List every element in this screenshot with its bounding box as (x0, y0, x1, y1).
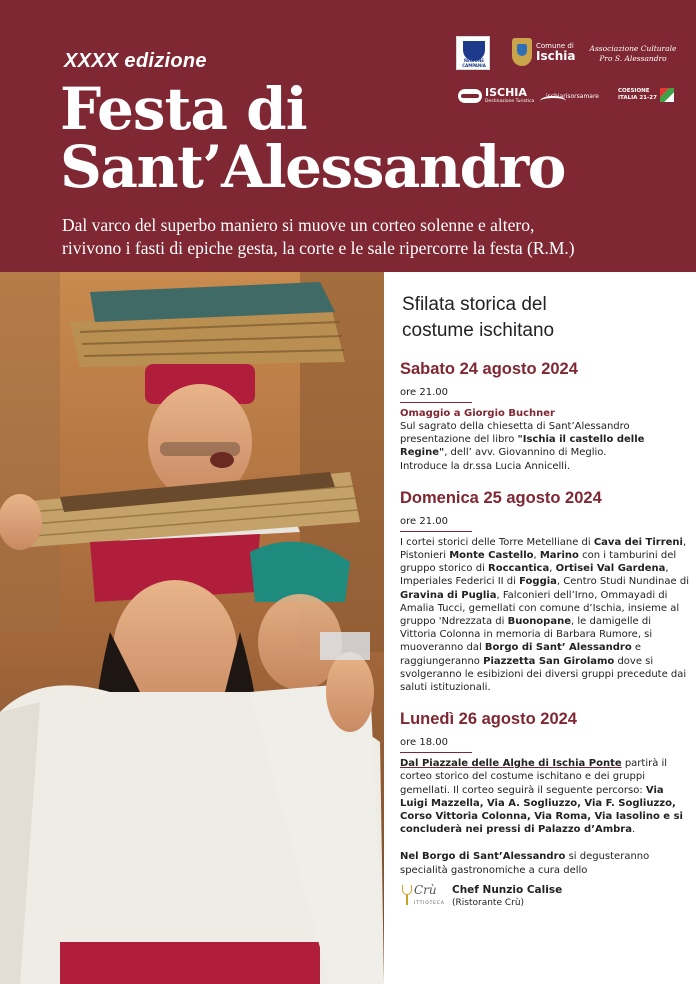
wine-glass-icon (402, 885, 412, 895)
chef-credit (400, 883, 690, 913)
event-subtitle: Omaggio a Giorgio Buchner (400, 408, 555, 419)
costume-parade-photo (0, 272, 384, 984)
event-description: I cortei storici delle Torre Metelliane di Cava dei Tirreni, Pistonieri Monte Castello, Marino con i tamburini del gruppo storico di Roccantica, Ortisei Val Gardena, Imperiales Federici II di Foggia, Centro Studi Nundinae di Gravina di Puglia, Falconieri dell’Irno, Ommayadi di Amalia Tucci, gemellati con comune d’Ischia, insieme al gruppo 'Ndrezzata di Buonopane, le damigelle di Vittoria Colonna in memoria di Barbara Rumore, si muoveranno dal Borgo di Sant’ Alessandro e raggiungeranno Piazzetta San Girolamo dove si svolgeranno le esibizioni dei diversi gruppi precedute dai saluti istituzionali. (400, 536, 689, 694)
ischia-small-label: Destinazione Turistica (485, 99, 535, 104)
cru-ittioteca-logo: Crù ITTIOTECA (400, 883, 440, 913)
motto-line2: rivivono i fasti di epiche gesta, la corte e le sale ripercorre la festa (R.M.) (62, 238, 575, 258)
gastronomy-note (400, 850, 690, 912)
event-time: ore 21.00 (400, 386, 472, 403)
day-saturday (400, 358, 690, 473)
event-time: ore 21.00 (400, 515, 472, 532)
program-title (402, 292, 690, 344)
associazione-logo (578, 44, 688, 64)
event-title-line2: Sant’Alessandro (60, 133, 565, 201)
ischia-destination-logo (458, 87, 534, 105)
regione-crest-icon: REGIONE CAMPANIA (456, 36, 490, 70)
ischia-risorsa-mare-logo (540, 88, 599, 106)
event-description: Sul sagrato della chiesetta di Sant’Alessandro presentazione del libro "Ischia il castello delle Regine", dell’ avv. Giovannino di Meglio. Introduce la dr.ssa Lucia Annicelli. (400, 421, 645, 472)
assoc-line2: Pro S. Alessandro (599, 54, 667, 63)
cube-icon (660, 88, 674, 102)
restaurant-name: (Ristorante Crù) (452, 897, 525, 908)
chef-name: Chef Nunzio Calise (452, 883, 563, 896)
program-section (400, 292, 690, 913)
ismare-label: ischiarisorsamare (546, 93, 599, 100)
day-sunday (400, 487, 690, 694)
gastronomy-text: Nel Borgo di Sant’Alessandro si degusteranno specialità gastronomiche a cura dello (400, 851, 650, 876)
event-time: ore 18.00 (400, 736, 472, 753)
comune-small-label: Comune di (536, 41, 574, 50)
coesione-line2: ITALIA 21-27 (618, 95, 657, 101)
program-title-line1: Sfilata storica del (402, 294, 547, 315)
day-title: Sabato 24 agosto 2024 (400, 360, 578, 378)
day-monday (400, 708, 690, 836)
event-title-line1: Festa di (60, 75, 307, 143)
regione-campania-logo (456, 36, 490, 70)
ischia-wave-icon (458, 89, 482, 103)
edition-label: XXXX edizione (64, 50, 207, 72)
comune-big-label: Ischia (536, 48, 576, 63)
event-description: Dal Piazzale delle Alghe di Ischia Ponte partirà il corteo storico del costume ischitano e dei gruppi gemellati. Il corteo seguirà il seguente percorso: Via Luigi Mazzella, Via A. Sogliuzzo, Via F. Sogliuzzo, Corso Vittoria Colonna, Via Roma, Via Iasolino e si concluderà nei pressi di Palazzo d’Ambra. (400, 758, 683, 836)
program-title-line2: costume ischitano (402, 320, 555, 341)
day-title: Lunedì 26 agosto 2024 (400, 710, 577, 729)
parade-illustration (0, 272, 384, 984)
header-banner (0, 0, 696, 272)
comune-ischia-logo (512, 38, 575, 66)
book-title: "Ischia il castello delle Regine" (400, 434, 645, 459)
motto-line1: Dal varco del superbo maniero si muove un corteo solenne e altero, (62, 215, 535, 235)
coesione-italia-logo (618, 88, 674, 102)
coesione-line1: COESIONE (618, 88, 650, 94)
sponsor-logos (456, 36, 688, 114)
comune-crest-icon (512, 38, 532, 66)
day-title: Domenica 25 agosto 2024 (400, 488, 602, 507)
ischia-big-label: ISCHIA (485, 86, 527, 99)
assoc-line1: Associazione Culturale (589, 44, 677, 53)
motto (62, 214, 682, 260)
